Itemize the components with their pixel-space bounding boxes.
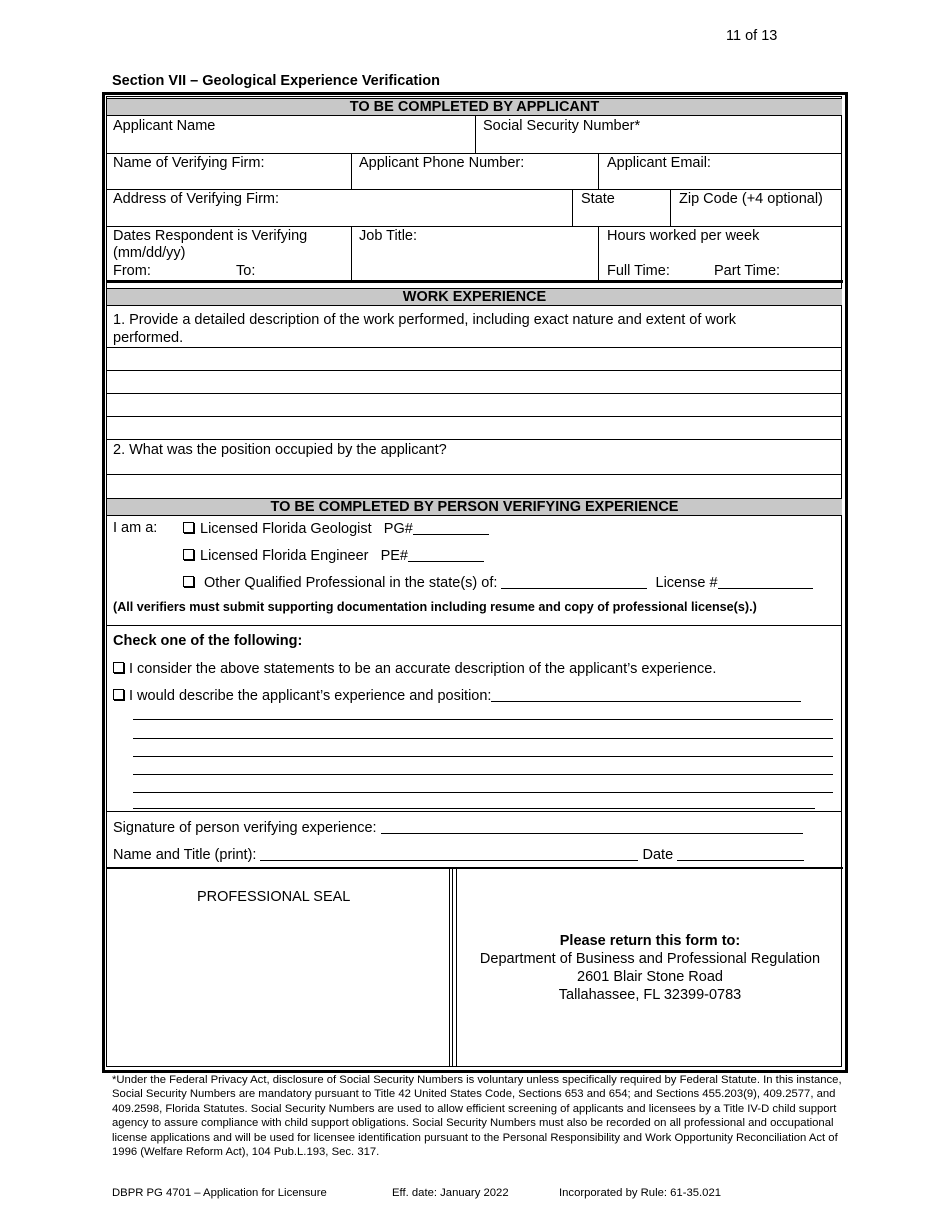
pg-number-field[interactable] (413, 520, 489, 535)
verifying-firm-address-field[interactable]: Address of Verifying Firm: (113, 191, 279, 207)
license-number-field[interactable] (718, 574, 813, 589)
applicant-section-header: TO BE COMPLETED BY APPLICANT (107, 98, 842, 116)
describe-line[interactable] (133, 719, 833, 720)
from-date-field[interactable]: From: (113, 263, 151, 279)
checkbox-describe[interactable] (113, 689, 124, 700)
verifier-note: (All verifiers must submit supporting documentation including resume and copy of professional license(s).) (113, 600, 757, 614)
answer-line[interactable] (107, 416, 842, 417)
page-number: 11 of 13 (726, 28, 778, 44)
check-one-heading: Check one of the following: (113, 633, 303, 649)
applicant-name-field[interactable]: Applicant Name (113, 118, 216, 134)
answer-line[interactable] (107, 347, 842, 348)
question-2-text: 2. What was the position occupied by the applicant? (113, 442, 447, 458)
geologist-label: Licensed Florida Geologist (200, 521, 372, 537)
verifier-section-header: TO BE COMPLETED BY PERSON VERIFYING EXPERIENCE (107, 498, 842, 516)
describe-field[interactable] (491, 687, 801, 702)
professional-seal-area[interactable] (107, 869, 449, 1067)
describe-line[interactable] (133, 792, 833, 793)
verifying-firm-name-field[interactable]: Name of Verifying Firm: (113, 155, 265, 171)
work-experience-header: WORK EXPERIENCE (107, 288, 842, 306)
answer-line[interactable] (107, 474, 842, 475)
question-1-text: 1. Provide a detailed description of the work performed, including exact nature and extent of work (113, 312, 737, 328)
applicant-email-field[interactable]: Applicant Email: (607, 155, 711, 171)
dates-format-label: (mm/dd/yy) (113, 245, 186, 261)
engineer-label: Licensed Florida Engineer (200, 548, 369, 564)
date-field[interactable] (677, 846, 804, 861)
name-title-row (113, 846, 804, 863)
professional-seal-label: PROFESSIONAL SEAL (197, 889, 351, 905)
privacy-act-footnote: *Under the Federal Privacy Act, disclosure of Social Security Numbers is voluntary unless specifically required by Federal Statute. In this instance, Social Security Numbers are mandatory pursuant to Title 42 United States Code, Sections 653 and 654; and Sections 455.203(9), 409.2577, and 409.2598, Florida Statutes. Social Security Numbers are used to allow efficient screening of applicants and licensees by a Title IV-D child support agency to assure compliance with child support obligations. Social Security Numbers must also be recorded on all professional and occupational license applications and will be used for licensee identification pursuant to the Personal Responsibility and Work Opportunity Reconciliation Act of 1996 (Welfare Reform Act), 104 Pub.L.193, Sec. 317. (112, 1074, 842, 1159)
describe-line[interactable] (133, 738, 833, 739)
pg-label: PG# (383, 521, 413, 537)
footer-eff-date: Eff. date: January 2022 (392, 1187, 509, 1199)
signature-field[interactable] (381, 819, 803, 834)
license-label: License # (655, 575, 718, 591)
checkbox-other-professional[interactable] (183, 576, 194, 587)
ssn-field[interactable]: Social Security Number* (483, 118, 641, 134)
full-time-field[interactable]: Full Time: (607, 263, 670, 279)
date-label: Date (642, 847, 674, 863)
return-line-2: 2601 Blair Stone Road (577, 969, 723, 985)
accurate-description-option[interactable] (113, 661, 716, 677)
name-title-label: Name and Title (print): (113, 847, 257, 863)
footer-form-id: DBPR PG 4701 – Application for Licensure (112, 1187, 327, 1199)
describe-line[interactable] (133, 808, 815, 809)
return-line-1: Department of Business and Professional Regulation (479, 951, 821, 967)
checkbox-geologist[interactable] (183, 522, 194, 533)
other-professional-label: Other Qualified Professional in the state(s) of: (204, 575, 498, 591)
signature-label: Signature of person verifying experience: (113, 820, 377, 836)
answer-line[interactable] (107, 370, 842, 371)
to-date-field[interactable]: To: (236, 263, 256, 279)
accurate-description-label: I consider the above statements to be an accurate description of the applicant’s experience. (129, 661, 717, 677)
i-am-a-label: I am a: (113, 520, 158, 536)
job-title-field[interactable]: Job Title: (359, 228, 418, 244)
other-professional-option[interactable] (183, 574, 813, 591)
name-title-field[interactable] (260, 846, 638, 861)
describe-label: I would describe the applicant’s experience and position: (129, 688, 492, 704)
describe-line[interactable] (133, 756, 833, 757)
return-line-3: Tallahassee, FL 32399-0783 (558, 987, 742, 1003)
state-field[interactable]: State (581, 191, 615, 207)
pe-label: PE# (380, 548, 408, 564)
applicant-phone-field[interactable]: Applicant Phone Number: (359, 155, 525, 171)
zip-code-field[interactable]: Zip Code (+4 optional) (679, 191, 823, 207)
part-time-field[interactable]: Part Time: (714, 263, 781, 279)
return-address-block (458, 932, 842, 1004)
question-1-text-cont: performed. (113, 330, 184, 346)
section-title: Section VII – Geological Experience Verification (112, 73, 440, 89)
engineer-option[interactable] (183, 547, 484, 564)
return-heading: Please return this form to: (559, 933, 741, 949)
answer-line[interactable] (107, 393, 842, 394)
states-field[interactable] (501, 574, 647, 589)
footer-rule: Incorporated by Rule: 61-35.021 (559, 1187, 722, 1199)
describe-option[interactable] (113, 687, 801, 704)
geologist-option[interactable] (183, 520, 489, 537)
dates-label: Dates Respondent is Verifying (113, 228, 308, 244)
answer-line[interactable] (107, 439, 842, 440)
signature-row (113, 819, 803, 836)
describe-line[interactable] (133, 774, 833, 775)
hours-per-week-label: Hours worked per week (607, 228, 760, 244)
checkbox-engineer[interactable] (183, 549, 194, 560)
checkbox-accurate[interactable] (113, 662, 124, 673)
pe-number-field[interactable] (408, 547, 484, 562)
